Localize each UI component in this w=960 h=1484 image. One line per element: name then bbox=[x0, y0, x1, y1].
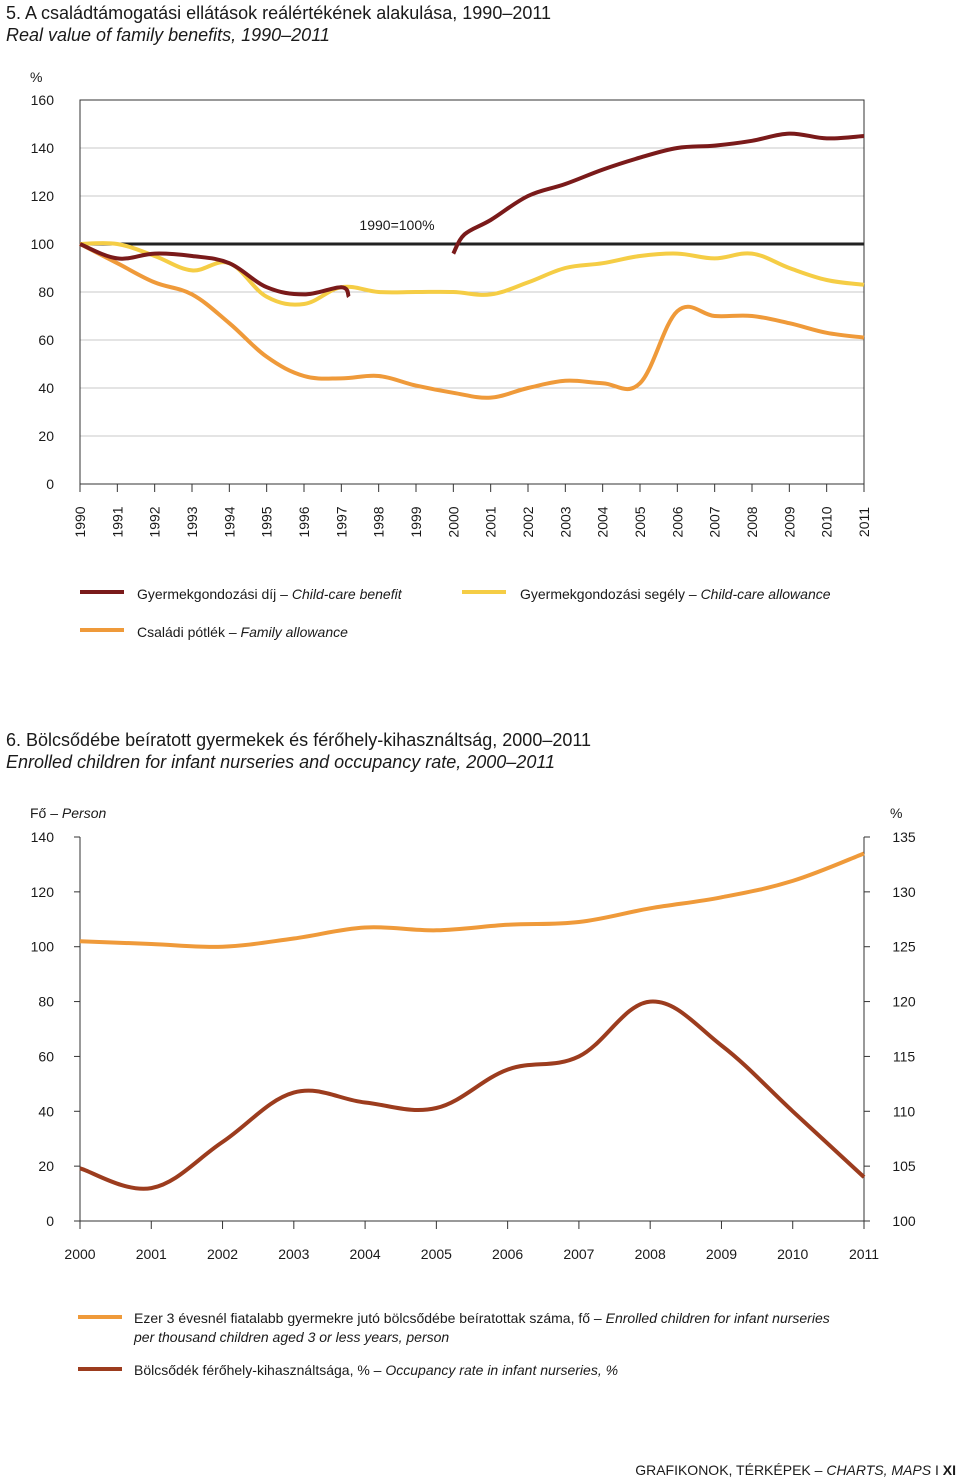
chart6-x-tick-label: 2007 bbox=[563, 1246, 595, 1262]
chart6-y-left-tick-label: 40 bbox=[38, 1103, 54, 1120]
chart6-series-line-enrolled bbox=[80, 854, 864, 947]
chart5-x-tick-label: 1993 bbox=[184, 506, 200, 538]
chart6-x-tick-label: 2002 bbox=[206, 1246, 239, 1262]
chart6-y-right-tick-label: 100 bbox=[892, 1213, 916, 1229]
chart5-x-tick-label: 2008 bbox=[744, 506, 760, 538]
chart5-x-tick-label: 2006 bbox=[669, 506, 686, 538]
chart5-y-tick-label: 20 bbox=[38, 428, 54, 444]
chart5-x-tick-label: 1997 bbox=[333, 506, 350, 538]
chart6-number: 6. bbox=[6, 730, 22, 750]
chart5-y-unit: % bbox=[30, 69, 43, 85]
chart6-legend-label bbox=[134, 1310, 830, 1326]
chart5-x-tick-label: 1991 bbox=[109, 506, 126, 538]
chart6-y-left-label bbox=[30, 805, 106, 821]
footer-hu: GRAFIKONOK, TÉRKÉPEK bbox=[635, 1462, 811, 1478]
chart5-x-tick-label: 2000 bbox=[445, 506, 462, 538]
chart6-y-left-tick-label: 100 bbox=[30, 938, 54, 955]
chart5-x-tick-label: 2001 bbox=[482, 506, 499, 538]
chart6-y-left-label-en: Person bbox=[61, 805, 107, 821]
chart6-legend-en: Occupancy rate in infant nurseries, % bbox=[385, 1362, 619, 1378]
chart6-x-tick-label: 2005 bbox=[420, 1246, 452, 1262]
chart5-x-tick-label: 2010 bbox=[818, 506, 835, 538]
chart6-y-right-tick-label: 120 bbox=[892, 993, 916, 1010]
footer-page: XI bbox=[942, 1462, 956, 1478]
chart6-y-left-tick-label: 80 bbox=[38, 993, 54, 1010]
chart5-y-tick-label: 60 bbox=[38, 332, 54, 348]
chart5-x-tick-label: 1990 bbox=[72, 506, 88, 538]
chart5-reference-label: 1990=100% bbox=[359, 217, 435, 233]
chart5-y-tick-label: 100 bbox=[30, 236, 54, 252]
chart5-y-tick-label: 40 bbox=[38, 380, 54, 396]
chart6-y-left-tick-label: 140 bbox=[30, 829, 54, 845]
chart6-x-tick-label: 2008 bbox=[634, 1246, 666, 1262]
chart5-y-tick-label: 0 bbox=[46, 476, 54, 492]
chart5-title-hu: A családtámogatási ellátások reálértékének alakulása, 1990–2011 bbox=[25, 3, 552, 23]
chart6-y-left-tick-label: 60 bbox=[38, 1048, 54, 1065]
chart5-x-tick-label: 2007 bbox=[706, 506, 723, 538]
chart6-y-left-label-sep: – bbox=[46, 805, 62, 821]
chart6-legend-en: Enrolled children for infant nurseries bbox=[605, 1310, 830, 1326]
chart6-y-right-tick-label: 130 bbox=[892, 883, 916, 900]
chart6-x-tick-label: 2006 bbox=[492, 1246, 524, 1262]
chart5-x-tick-label: 2003 bbox=[557, 506, 574, 538]
chart5-x-tick-label: 1992 bbox=[146, 506, 163, 538]
chart5-x-tick-label: 2005 bbox=[632, 506, 648, 538]
chart5-y-tick-label: 140 bbox=[30, 140, 54, 156]
chart6-y-right-tick-label: 110 bbox=[892, 1103, 916, 1120]
chart6-x-tick-label: 2003 bbox=[278, 1246, 310, 1262]
chart6-y-right-label: % bbox=[890, 805, 903, 821]
chart6-x-tick-label: 2011 bbox=[848, 1246, 880, 1262]
chart6-y-right-tick-label: 125 bbox=[892, 938, 916, 955]
chart6-legend-label-line2: per thousand children aged 3 or less years, person bbox=[134, 1329, 450, 1345]
footer-sep: – bbox=[810, 1462, 827, 1478]
chart5-title-en: Real value of family benefits, 1990–2011 bbox=[6, 25, 330, 45]
chart6-legend-sep: – bbox=[369, 1362, 386, 1378]
chart5-x-tick-label: 2002 bbox=[520, 506, 536, 538]
chart5-y-tick-label: 120 bbox=[30, 188, 54, 204]
chart6-title-en: Enrolled children for infant nurseries and occupancy rate, 2000–2011 bbox=[6, 752, 556, 772]
chart6-y-left-label-hu: Fő bbox=[30, 805, 47, 821]
chart5-x-tick-label: 1994 bbox=[221, 506, 238, 538]
chart6-y-right-tick-label: 105 bbox=[892, 1158, 916, 1175]
chart5-legend-sep: – bbox=[224, 624, 241, 640]
chart6-legend-sep: – bbox=[590, 1310, 606, 1326]
chart6-x-tick-label: 2004 bbox=[349, 1246, 381, 1262]
chart5-legend-sep: – bbox=[276, 586, 292, 602]
chart5-legend-en: Child-care allowance bbox=[700, 586, 831, 602]
chart6-x-tick-label: 2010 bbox=[777, 1246, 809, 1262]
chart6-legend-label bbox=[134, 1362, 618, 1378]
chart5-x-tick-label: 2004 bbox=[594, 506, 611, 538]
chart6-y-left-tick-label: 120 bbox=[30, 883, 54, 900]
chart5-legend-en: Family allowance bbox=[240, 624, 348, 640]
chart5-legend-hu: Családi pótlék bbox=[137, 624, 225, 640]
chart5-x-tick-label: 2009 bbox=[781, 506, 798, 538]
footer-divider: I bbox=[934, 1462, 943, 1478]
chart5-number: 5. bbox=[6, 3, 22, 23]
chart5-x-tick-label: 1999 bbox=[408, 506, 424, 538]
chart5-x-tick-label: 1996 bbox=[296, 506, 312, 538]
chart6-y-right-tick-label: 135 bbox=[892, 829, 916, 845]
chart5-y-tick-label: 80 bbox=[38, 284, 54, 300]
footer-en: CHARTS, MAPS bbox=[826, 1462, 932, 1478]
chart6-y-left-tick-label: 20 bbox=[38, 1158, 54, 1175]
page-footer bbox=[635, 1462, 956, 1478]
chart5-legend-hu: Gyermekgondozási díj bbox=[137, 586, 277, 602]
chart5-y-tick-label: 160 bbox=[30, 92, 54, 108]
chart6-legend-hu: Bölcsődék férőhely-kihasználtsága, % bbox=[134, 1362, 370, 1378]
chart5-x-tick-label: 1995 bbox=[258, 506, 275, 538]
chart5-legend-en: Child-care benefit bbox=[291, 586, 402, 602]
chart6-y-left-tick-label: 0 bbox=[46, 1213, 54, 1229]
chart6-y-right-tick-label: 115 bbox=[892, 1048, 916, 1065]
chart5-legend-hu: Gyermekgondozási segély bbox=[520, 586, 685, 602]
chart5-x-tick-label: 2011 bbox=[856, 506, 872, 538]
chart6-series-line-occupancy bbox=[80, 1001, 864, 1188]
chart5-x-tick-label: 1998 bbox=[370, 506, 387, 538]
chart6-x-tick-label: 2009 bbox=[705, 1246, 738, 1262]
chart6-legend-hu: Ezer 3 évesnél fiatalabb gyermekre jutó bölcsődébe beíratottak száma, fő bbox=[134, 1310, 591, 1326]
chart6-title-hu: Bölcsődébe beíratott gyermekek és férőhely-kihasználtság, 2000–2011 bbox=[26, 730, 592, 750]
chart5-legend-sep: – bbox=[684, 586, 701, 602]
chart6-x-tick-label: 2001 bbox=[135, 1246, 167, 1262]
chart6-x-tick-label: 2000 bbox=[64, 1246, 96, 1262]
